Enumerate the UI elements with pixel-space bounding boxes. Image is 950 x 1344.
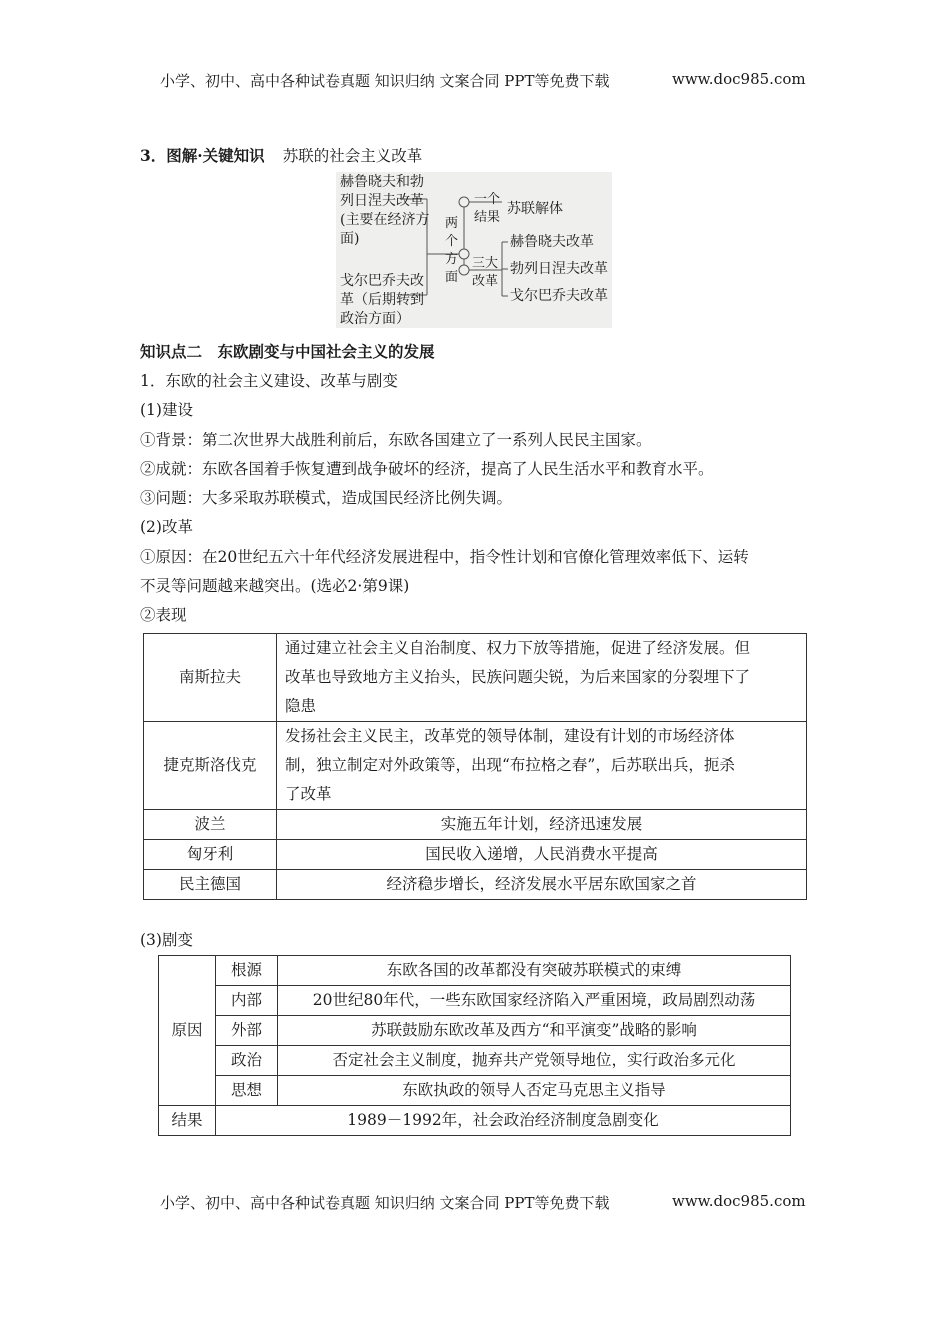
reform-cause-line2: 不灵等问题越来越突出。(选必2·第9课) [140,577,410,595]
table-row [144,722,807,810]
header-site[interactable]: www.doc985.com [672,70,806,88]
desc-cell: 实施五年计划，经济迅速发展 [277,810,807,840]
reform-cause-line1: ①原因：在20世纪五六十年代经济发展进程中，指令性计划和官僚化管理效率低下、运转 [140,548,749,566]
cause-key-cell: 内部 [216,986,278,1016]
table-row [144,840,807,870]
three-reforms-2: 改革 [472,274,499,289]
section3-label: 3．图解·关键知识 [140,146,265,165]
result-dissolution: 苏联解体 [507,201,563,217]
cause-value-cell: 东欧执政的领导人否定马克思主义指导 [278,1076,791,1106]
construction-heading: (1)建设 [140,401,193,419]
desc-cell: 经济稳步增长，经济发展水平居东欧国家之首 [277,870,807,900]
left-top-l1: 赫鲁晓夫和勃 [340,174,424,190]
footer-site[interactable]: www.doc985.com [672,1192,806,1210]
desc-line: 了改革 [285,785,332,803]
desc-cell: 国民收入递增，人民消费水平提高 [277,840,807,870]
desc-line: 改革也导致地方主义抬头，民族问题尖锐，为后来国家的分裂埋下了 [285,668,751,686]
result-label-cell: 结果 [159,1106,216,1136]
reform-gorbachev: 戈尔巴乔夫改革 [510,288,608,304]
left-bottom-l3: 政治方面） [340,311,410,327]
cause-value-cell: 否定社会主义制度，抛弃共产党领导地位，实行政治多元化 [278,1046,791,1076]
cause-key-cell: 政治 [216,1046,278,1076]
result-value-cell: 1989－1992年，社会政治经济制度急剧变化 [216,1106,791,1136]
table-row [144,870,807,900]
table-row [159,1046,791,1076]
country-cell: 匈牙利 [144,840,277,870]
left-bottom-l2: 革（后期转到 [340,292,424,308]
desc-line: 通过建立社会主义自治制度、权力下放等措施，促进了经济发展。但 [285,639,751,657]
two-aspects-4: 面 [445,270,459,285]
reform-brezhnev: 勃列日涅夫改革 [510,261,608,277]
two-aspects-3: 方 [445,252,459,267]
desc-cell [277,634,807,722]
table-row [159,956,791,986]
table-row [159,1106,791,1136]
reform-table [143,633,807,900]
cause-value-cell: 20世纪80年代，一些东欧国家经济陷入严重困境，政局剧烈动荡 [278,986,791,1016]
left-top-l2: 列日涅夫改革 [340,193,424,209]
upheaval-table [158,955,791,1136]
cause-value-cell: 东欧各国的改革都没有突破苏联模式的束缚 [278,956,791,986]
cause-key-cell: 根源 [216,956,278,986]
cause-key-cell: 外部 [216,1016,278,1046]
country-cell: 民主德国 [144,870,277,900]
desc-cell [277,722,807,810]
page-footer [160,1192,806,1213]
table-row [159,1016,791,1046]
construction-problem: ③问题：大多采取苏联模式，造成国民经济比例失调。 [140,489,513,507]
upheaval-heading: (3)剧变 [140,931,193,949]
table-row [144,634,807,722]
desc-line: 制，独立制定对外政策等，出现“布拉格之春”，后苏联出兵，扼杀 [285,756,735,774]
cause-key-cell: 思想 [216,1076,278,1106]
left-bottom-l1: 戈尔巴乔夫改 [340,273,424,289]
cause-value-cell: 苏联鼓励东欧改革及西方“和平演变”战略的影响 [278,1016,791,1046]
country-cell: 捷克斯洛伐克 [144,722,277,810]
country-cell: 南斯拉夫 [144,634,277,722]
two-aspects-2: 个 [445,234,459,249]
construction-achievement: ②成就：东欧各国着手恢复遭到战争破坏的经济，提高了人民生活水平和教育水平。 [140,460,714,478]
section3-title: 苏联的社会主义改革 [282,147,423,165]
soviet-reform-diagram [336,172,612,328]
country-cell: 波兰 [144,810,277,840]
left-top-l4: 面) [340,231,360,247]
section3-heading [140,144,422,166]
reform-heading: (2)改革 [140,518,193,536]
left-top-l3: (主要在经济方 [340,212,430,228]
table-row [159,986,791,1016]
reform-manifest: ②表现 [140,606,187,624]
table-row [144,810,807,840]
page-header [160,70,806,91]
footer-text: 小学、初中、高中各种试卷真题 知识归纳 文案合同 PPT等免费下载 [160,1194,610,1212]
reform-khrushchev: 赫鲁晓夫改革 [510,234,594,250]
table-row [159,1076,791,1106]
one-result-1: 一个 [474,192,501,207]
cause-label-cell: 原因 [159,956,216,1106]
item1-title: 1．东欧的社会主义建设、改革与剧变 [140,372,398,390]
three-reforms-1: 三大 [472,256,499,271]
header-text: 小学、初中、高中各种试卷真题 知识归纳 文案合同 PPT等免费下载 [160,72,610,90]
desc-line: 隐患 [285,697,317,715]
knowledge2-title: 知识点二 东欧剧变与中国社会主义的发展 [140,342,435,361]
desc-line: 发扬社会主义民主，改革党的领导体制，建设有计划的市场经济体 [285,727,735,745]
one-result-2: 结果 [474,210,501,225]
two-aspects-1: 两 [445,216,459,231]
construction-background: ①背景：第二次世界大战胜利前后，东欧各国建立了一系列人民民主国家。 [140,431,652,449]
